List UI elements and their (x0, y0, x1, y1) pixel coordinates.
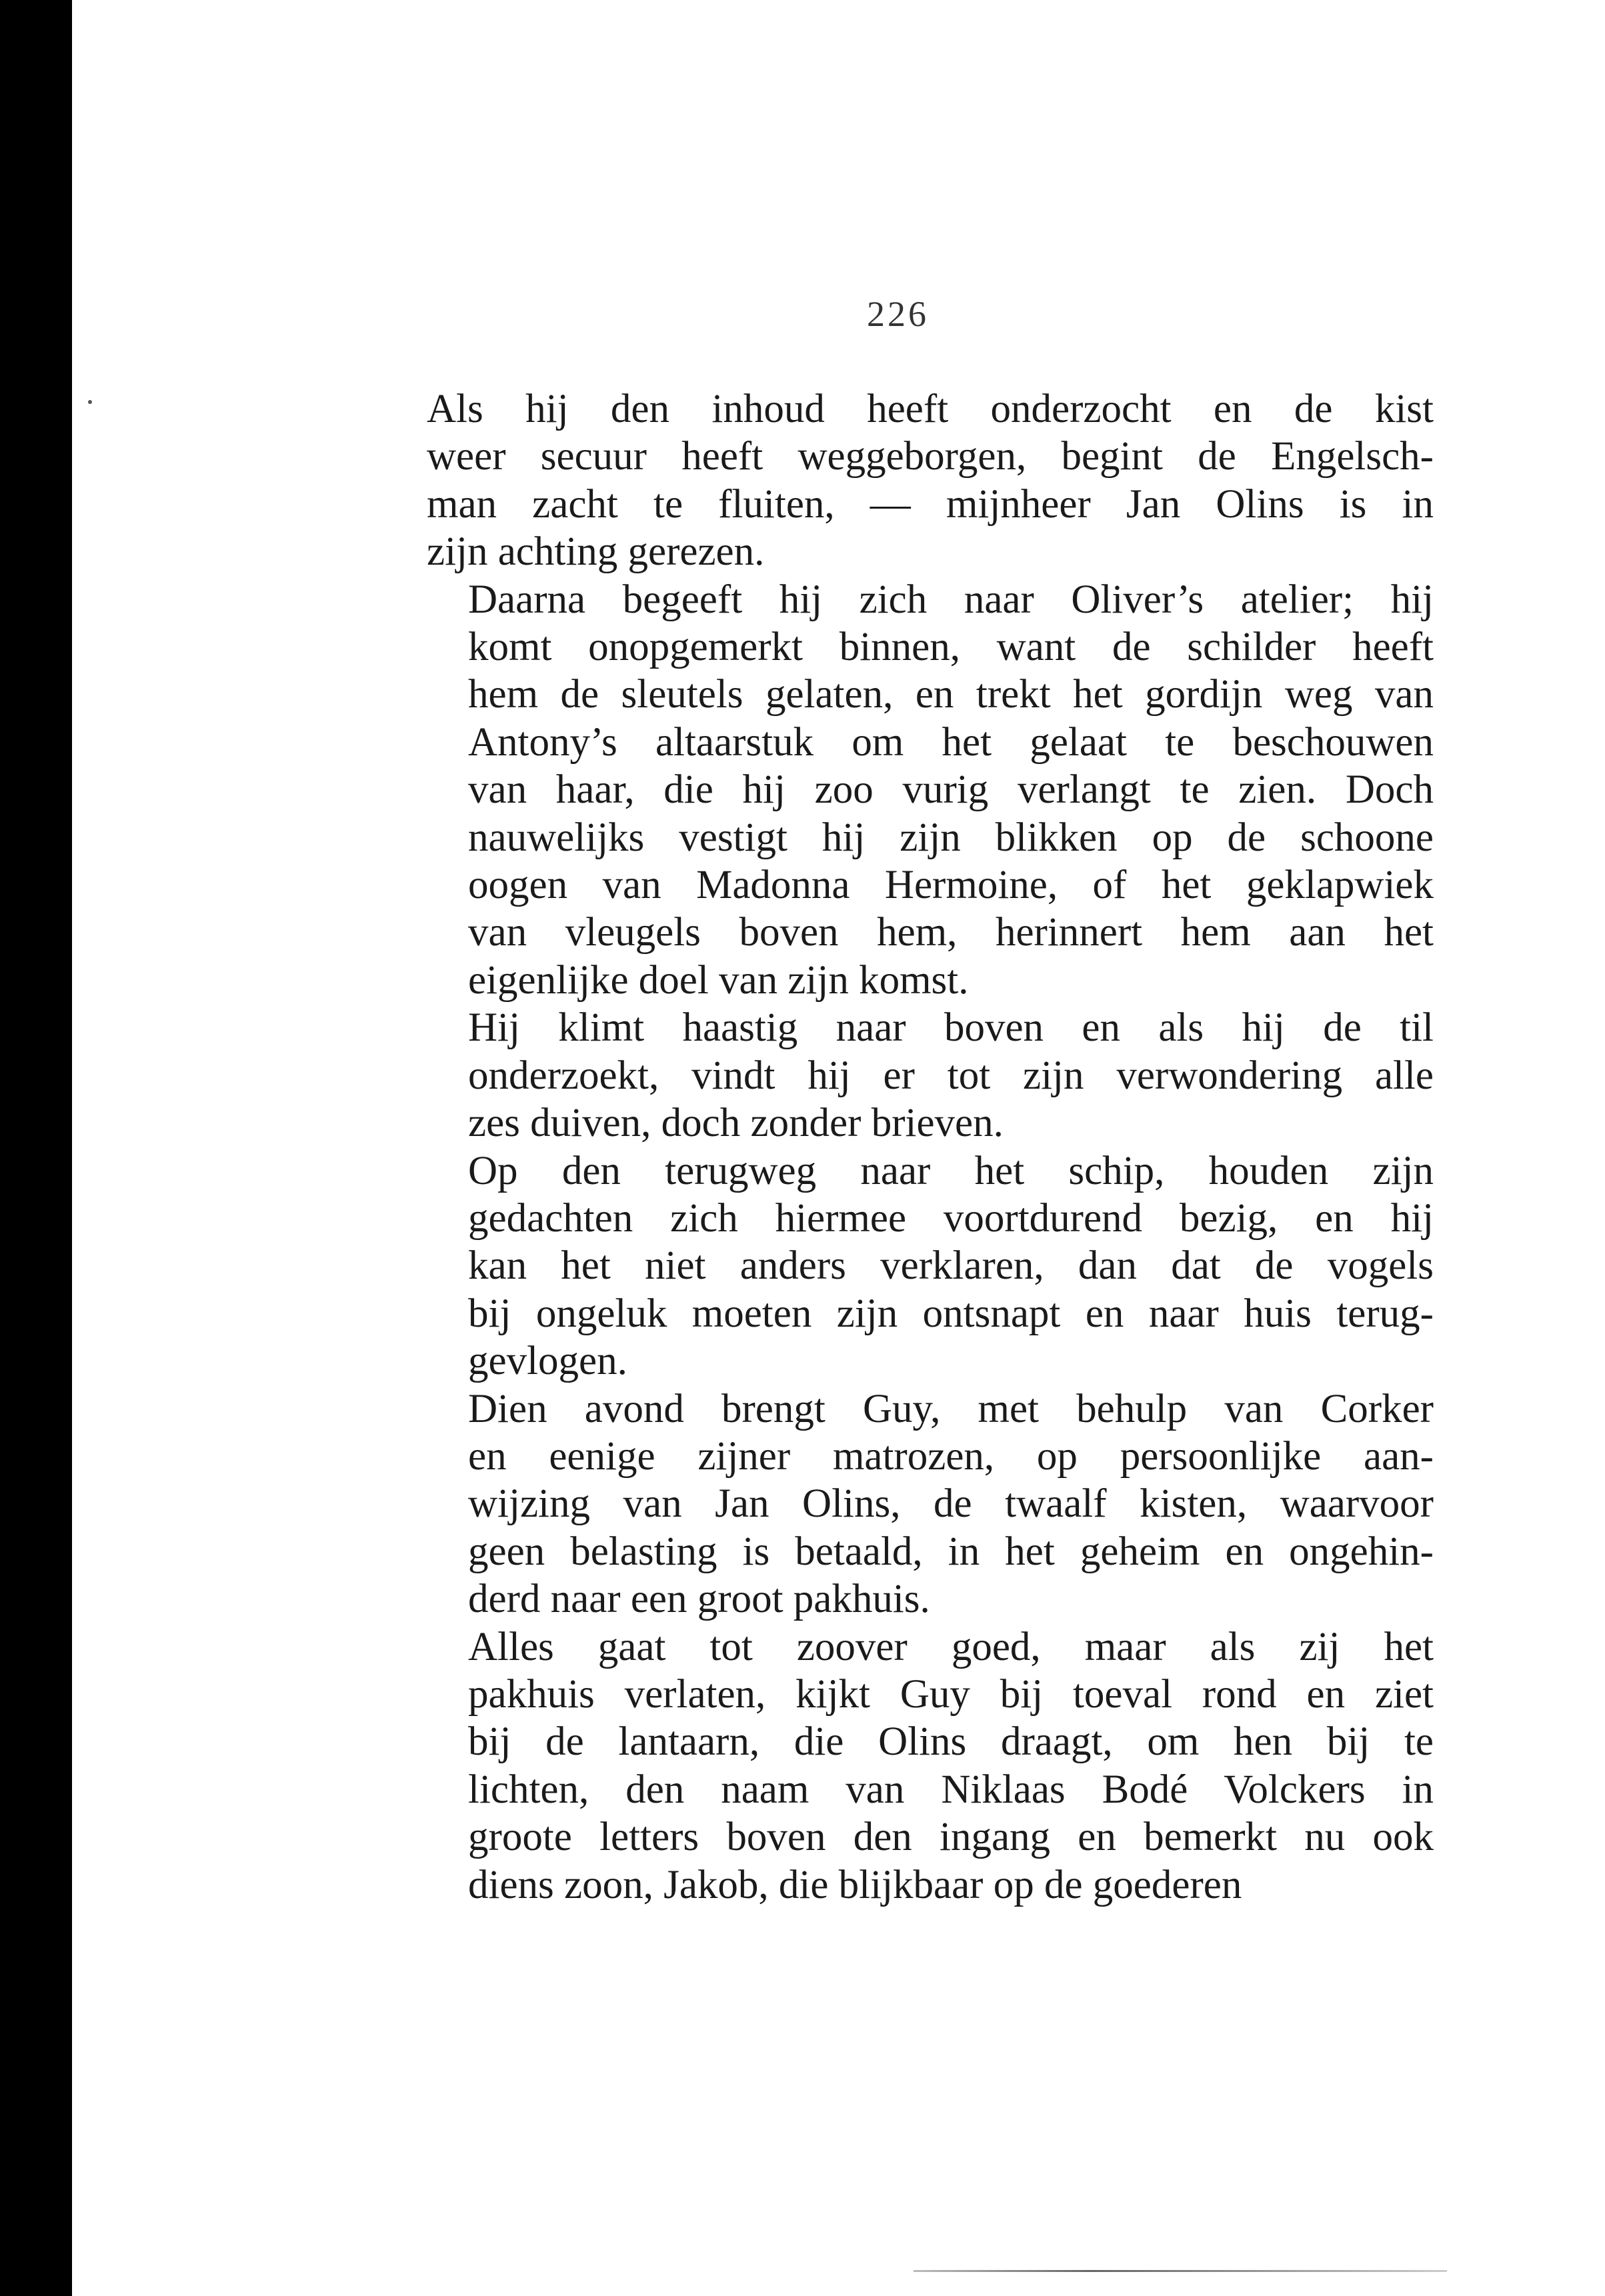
text-line: komt onopgemerkt binnen, want de schilder heeft (468, 625, 1434, 670)
text-line: van vleugels boven hem, herinnert hem aan het (468, 910, 1434, 955)
text-line: lichten, den naam van Niklaas Bodé Volckers in (468, 1767, 1434, 1812)
text-line: Alles gaat tot zoover goed, maar als zij het (468, 1624, 1434, 1669)
text-line: eigenlijke doel van zijn komst. (468, 957, 969, 1003)
text-line: wijzing van Jan Olins, de twaalf kisten, waarvoor (468, 1481, 1434, 1527)
body-text (427, 385, 1434, 1909)
text-line: en eenige zijner matrozen, op persoonlijke aan- (468, 1433, 1434, 1479)
text-line: Dien avond brengt Guy, met behulp van Corker (468, 1386, 1434, 1431)
text-line: Daarna begeeft hij zich naar Oliver’s atelier; hij (468, 577, 1434, 622)
paragraph (427, 1385, 1434, 1623)
scan-border (0, 0, 72, 2296)
text-line: Antony’s altaarstuk om het gelaat te beschouwen (468, 719, 1434, 765)
text-line: gedachten zich hiermee voortdurend bezig, en hij (468, 1195, 1434, 1241)
text-line: groote letters boven den ingang en bemerkt nu ook (468, 1815, 1434, 1860)
text-line: gevlogen. (468, 1339, 627, 1384)
text-line: derd naar een groot pakhuis. (468, 1577, 930, 1622)
text-line: pakhuis verlaten, kijkt Guy bij toeval rond en ziet (468, 1671, 1434, 1717)
paragraph (427, 1004, 1434, 1147)
text-line: kan het niet anders verklaren, dan dat de vogels (468, 1243, 1434, 1289)
text-line: oogen van Madonna Hermoine, of het geklapwiek (468, 863, 1434, 908)
paragraph (427, 1623, 1434, 1909)
text-line: onderzoekt, vindt hij er tot zijn verwondering alle (468, 1053, 1434, 1098)
scan-bottom-smudge (914, 2270, 1447, 2272)
text-line: nauwelijks vestigt hij zijn blikken op de schoone (468, 815, 1434, 860)
text-line: Op den terugweg naar het schip, houden zijn (468, 1148, 1434, 1193)
text-line: zijn achting gerezen. (427, 529, 765, 575)
text-line: Hij klimt haastig naar boven en als hij de til (468, 1005, 1434, 1051)
text-line: Als hij den inhoud heeft onderzocht en de kist (427, 387, 1434, 431)
paragraph (427, 1147, 1434, 1385)
text-line: weer secuur heeft weggeborgen, begint de Engelsch- (427, 434, 1434, 479)
paragraph (427, 576, 1434, 1005)
text-line: bij de lantaarn, die Olins draagt, om hen bij te (468, 1719, 1434, 1765)
text-line: diens zoon, Jakob, die blijkbaar op de goederen (468, 1862, 1242, 1907)
text-line: hem de sleutels gelaten, en trekt het gordijn weg van (468, 672, 1434, 717)
paragraph (427, 385, 1434, 576)
text-line: bij ongeluk moeten zijn ontsnapt en naar huis terug- (468, 1291, 1434, 1336)
text-line: man zacht te fluiten, — mijnheer Jan Olins is in (427, 481, 1434, 527)
text-line: geen belasting is betaald, in het geheim en ongehin- (468, 1529, 1434, 1574)
text-line: van haar, die hij zoo vurig verlangt te zien. Doch (468, 767, 1434, 813)
scan-speck (88, 400, 92, 404)
page-number: 226 (867, 294, 929, 334)
text-line: zes duiven, doch zonder brieven. (468, 1101, 1004, 1146)
